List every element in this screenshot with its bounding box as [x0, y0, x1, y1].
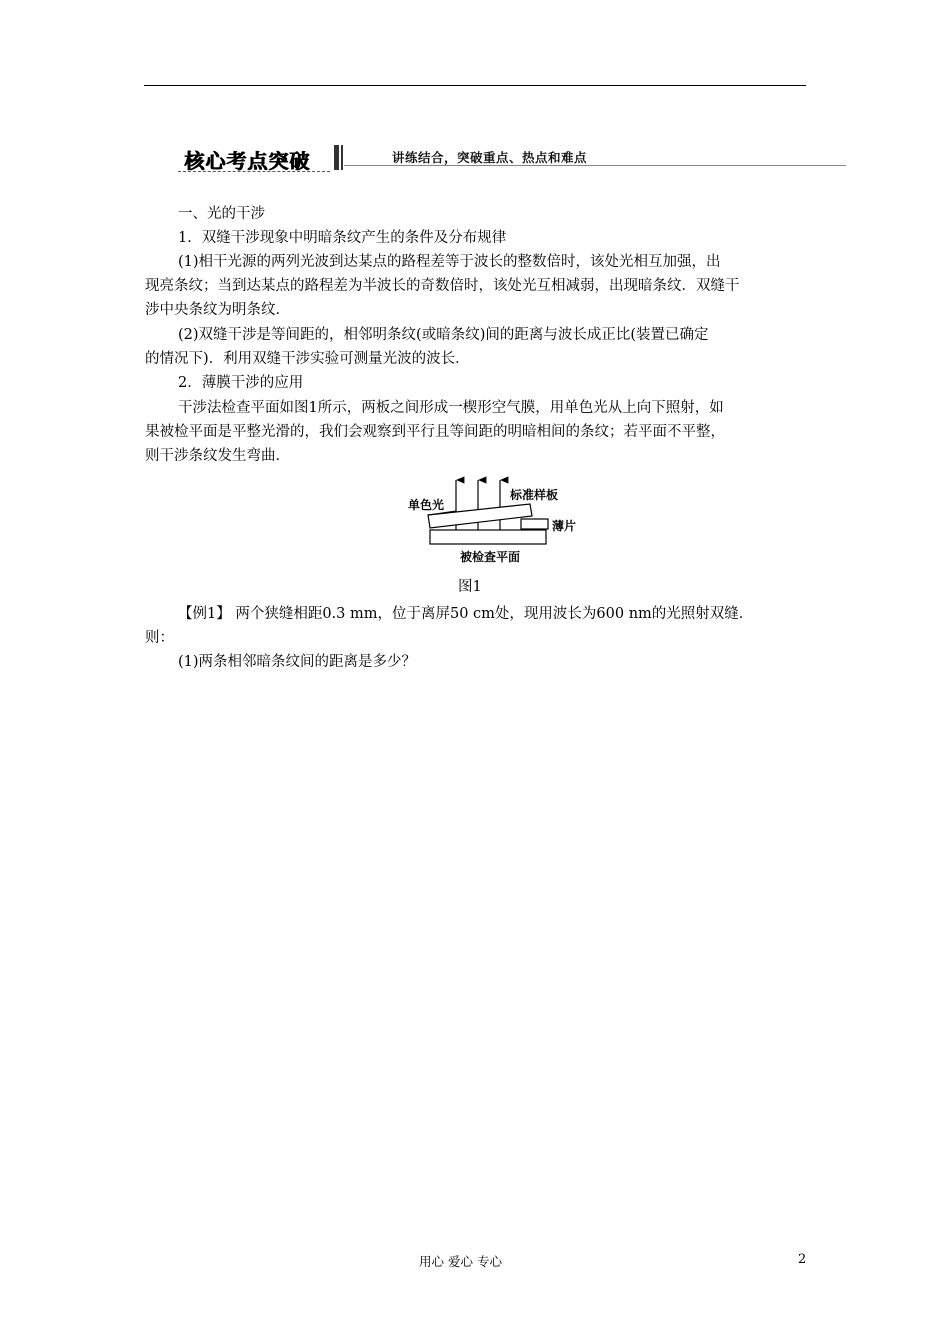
- banner-rule: [344, 165, 846, 166]
- banner-subtitle: 讲练结合，突破重点、热点和难点: [392, 150, 588, 165]
- item1-para2-line2: 的情况下)．利用双缝干涉实验可测量光波的波长．: [145, 351, 470, 367]
- example-line2: 则：: [145, 630, 174, 646]
- test-surface-plate: [430, 530, 546, 544]
- label-monochromatic-light: 单色光: [408, 498, 445, 512]
- item2-para-line1: 干涉法检查平面如图1所示，两板之间形成一楔形空气膜，用单色光从上向下照射，如: [178, 400, 724, 416]
- item2-para-line3: 则干涉条纹发生弯曲．: [145, 448, 290, 464]
- example-line1: 【例1】 两个狭缝相距0.3 mm，位于离屏50 cm处，现用波长为600 nm的光照射双缝．: [178, 606, 754, 622]
- light-arrows: [456, 480, 500, 533]
- header-rule: [144, 85, 806, 86]
- banner-divider-bar: [334, 145, 339, 170]
- label-test-surface: 被检查平面: [460, 550, 521, 564]
- item1-heading: 1．双缝干涉现象中明暗条纹产生的条件及分布规律: [178, 230, 507, 246]
- banner-dotted-underline: [178, 171, 330, 172]
- banner-title: 核心考点突破: [184, 149, 310, 173]
- thin-sheet: [521, 519, 548, 529]
- figure-caption: 图1: [458, 579, 482, 595]
- item2-heading: 2．薄膜干涉的应用: [178, 375, 304, 391]
- footer-motto: 用心 爱心 专心: [419, 1254, 502, 1269]
- section-heading: 一、光的干涉: [178, 206, 265, 222]
- banner-divider-thin-bar: [341, 145, 343, 170]
- item1-para1-line1: (1)相干光源的两列光波到达某点的路程差等于波长的整数倍时，该处光相互加强，出: [178, 254, 721, 270]
- item1-para1-line2: 现亮条纹；当到达某点的路程差为半波长的奇数倍时，该处光互相减弱，出现暗条纹．双缝干: [145, 278, 740, 294]
- example-question1: (1)两条相邻暗条纹间的距离是多少？: [178, 654, 417, 670]
- item2-para-line2: 果被检平面是平整光滑的，我们会观察到平行且等间距的明暗相间的条纹；若平面不平整，: [145, 424, 725, 440]
- label-standard-plate: 标准样板: [510, 488, 559, 502]
- section-banner: [178, 143, 848, 177]
- item1-para2-line1: (2)双缝干涉是等间距的，相邻明条纹(或暗条纹)间的距离与波长成正比(装置已确定: [178, 327, 709, 343]
- item1-para1-line3: 涉中央条纹为明条纹．: [145, 302, 290, 318]
- label-thin-sheet: 薄片: [552, 519, 577, 533]
- interference-figure: [406, 475, 586, 567]
- page-number: 2: [798, 1252, 807, 1267]
